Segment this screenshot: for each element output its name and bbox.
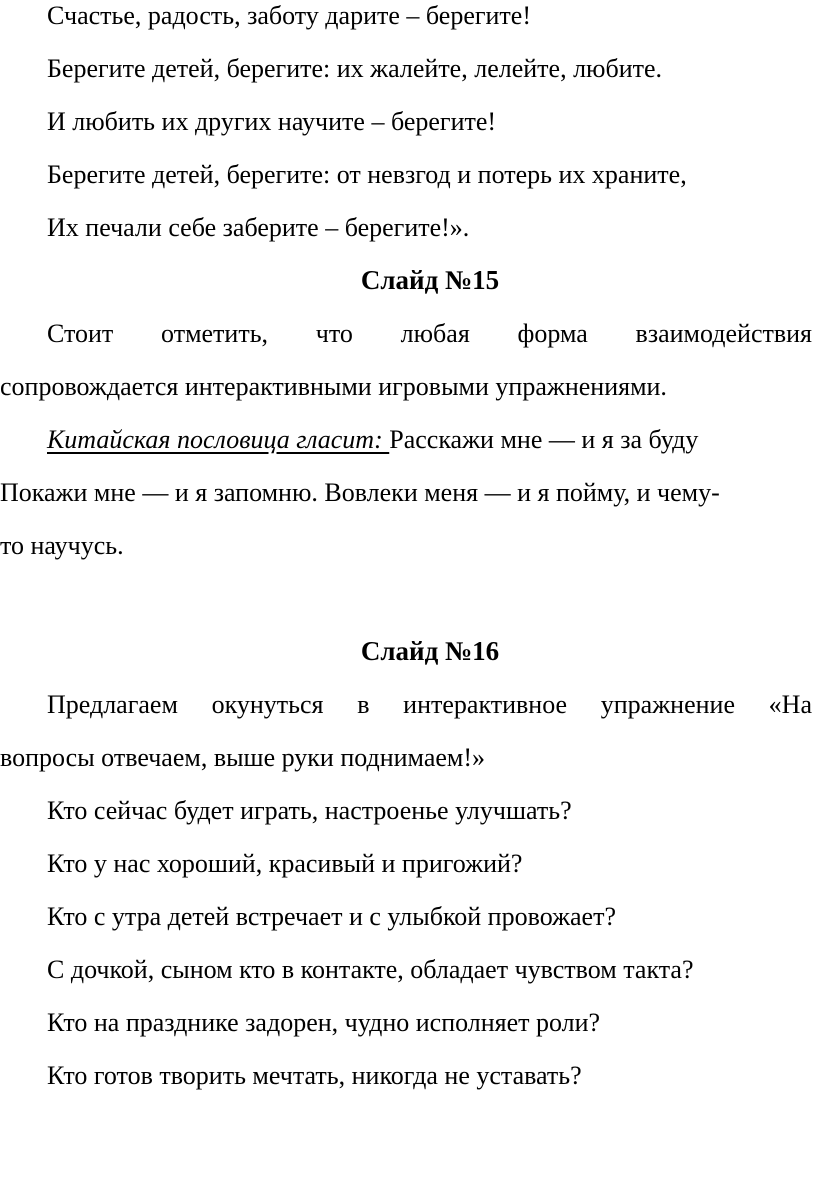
- question-line: Кто готов творить мечтать, никогда не уставать?: [47, 1061, 582, 1090]
- question-line: Кто сейчас будет играть, настроенье улучшать?: [47, 796, 572, 825]
- slide-16-para-line-1: Предлагаем окунуться в интерактивное упражнение «На: [47, 690, 812, 719]
- question-line: Кто на празднике задорен, чудно исполняет роли?: [47, 1008, 601, 1037]
- poem-line: И любить их других научите – берегите!: [47, 107, 497, 136]
- question-line: С дочкой, сыном кто в контакте, обладает чувством такта?: [47, 955, 694, 984]
- proverb-paragraph: [0, 413, 816, 572]
- slide-15-heading: Слайд №15: [360, 265, 500, 295]
- proverb-line-2: Покажи мне — и я запомню. Вовлеки меня — и я пойму, и чему-: [0, 478, 720, 507]
- poem-line: Их печали себе заберите – берегите!».: [47, 213, 470, 242]
- poem-line: Счастье, радость, заботу дарите – берегите!: [47, 1, 531, 30]
- poem-line: Берегите детей, берегите: их жалейте, лелейте, любите.: [47, 54, 663, 83]
- proverb-line-1-rest: Расскажи мне — и я за буду: [389, 425, 699, 454]
- slide-15-para-line-2: сопровождается интерактивными игровыми упражнениями.: [0, 372, 667, 401]
- question-list: [0, 784, 816, 1102]
- proverb-line-3: то научусь.: [0, 531, 124, 560]
- slide-16-para-line-2: вопросы отвечаем, выше руки поднимаем!»: [0, 743, 486, 772]
- poem-line: Берегите детей, берегите: от невзгод и потерь их храните,: [47, 160, 687, 189]
- blank-line: [0, 572, 816, 625]
- proverb-intro: Китайская пословица гласит:: [47, 425, 390, 454]
- question-line: Кто у нас хороший, красивый и пригожий?: [47, 849, 523, 878]
- question-line: Кто с утра детей встречает и с улыбкой провожает?: [47, 902, 616, 931]
- slide-15-para-line-1: Стоит отметить, что любая форма взаимодействия: [47, 319, 812, 348]
- proverb-line-1: [0, 413, 816, 466]
- slide-15-paragraph: [0, 307, 816, 413]
- slide-16-paragraph: [0, 678, 816, 784]
- slide-16-heading: Слайд №16: [360, 636, 500, 666]
